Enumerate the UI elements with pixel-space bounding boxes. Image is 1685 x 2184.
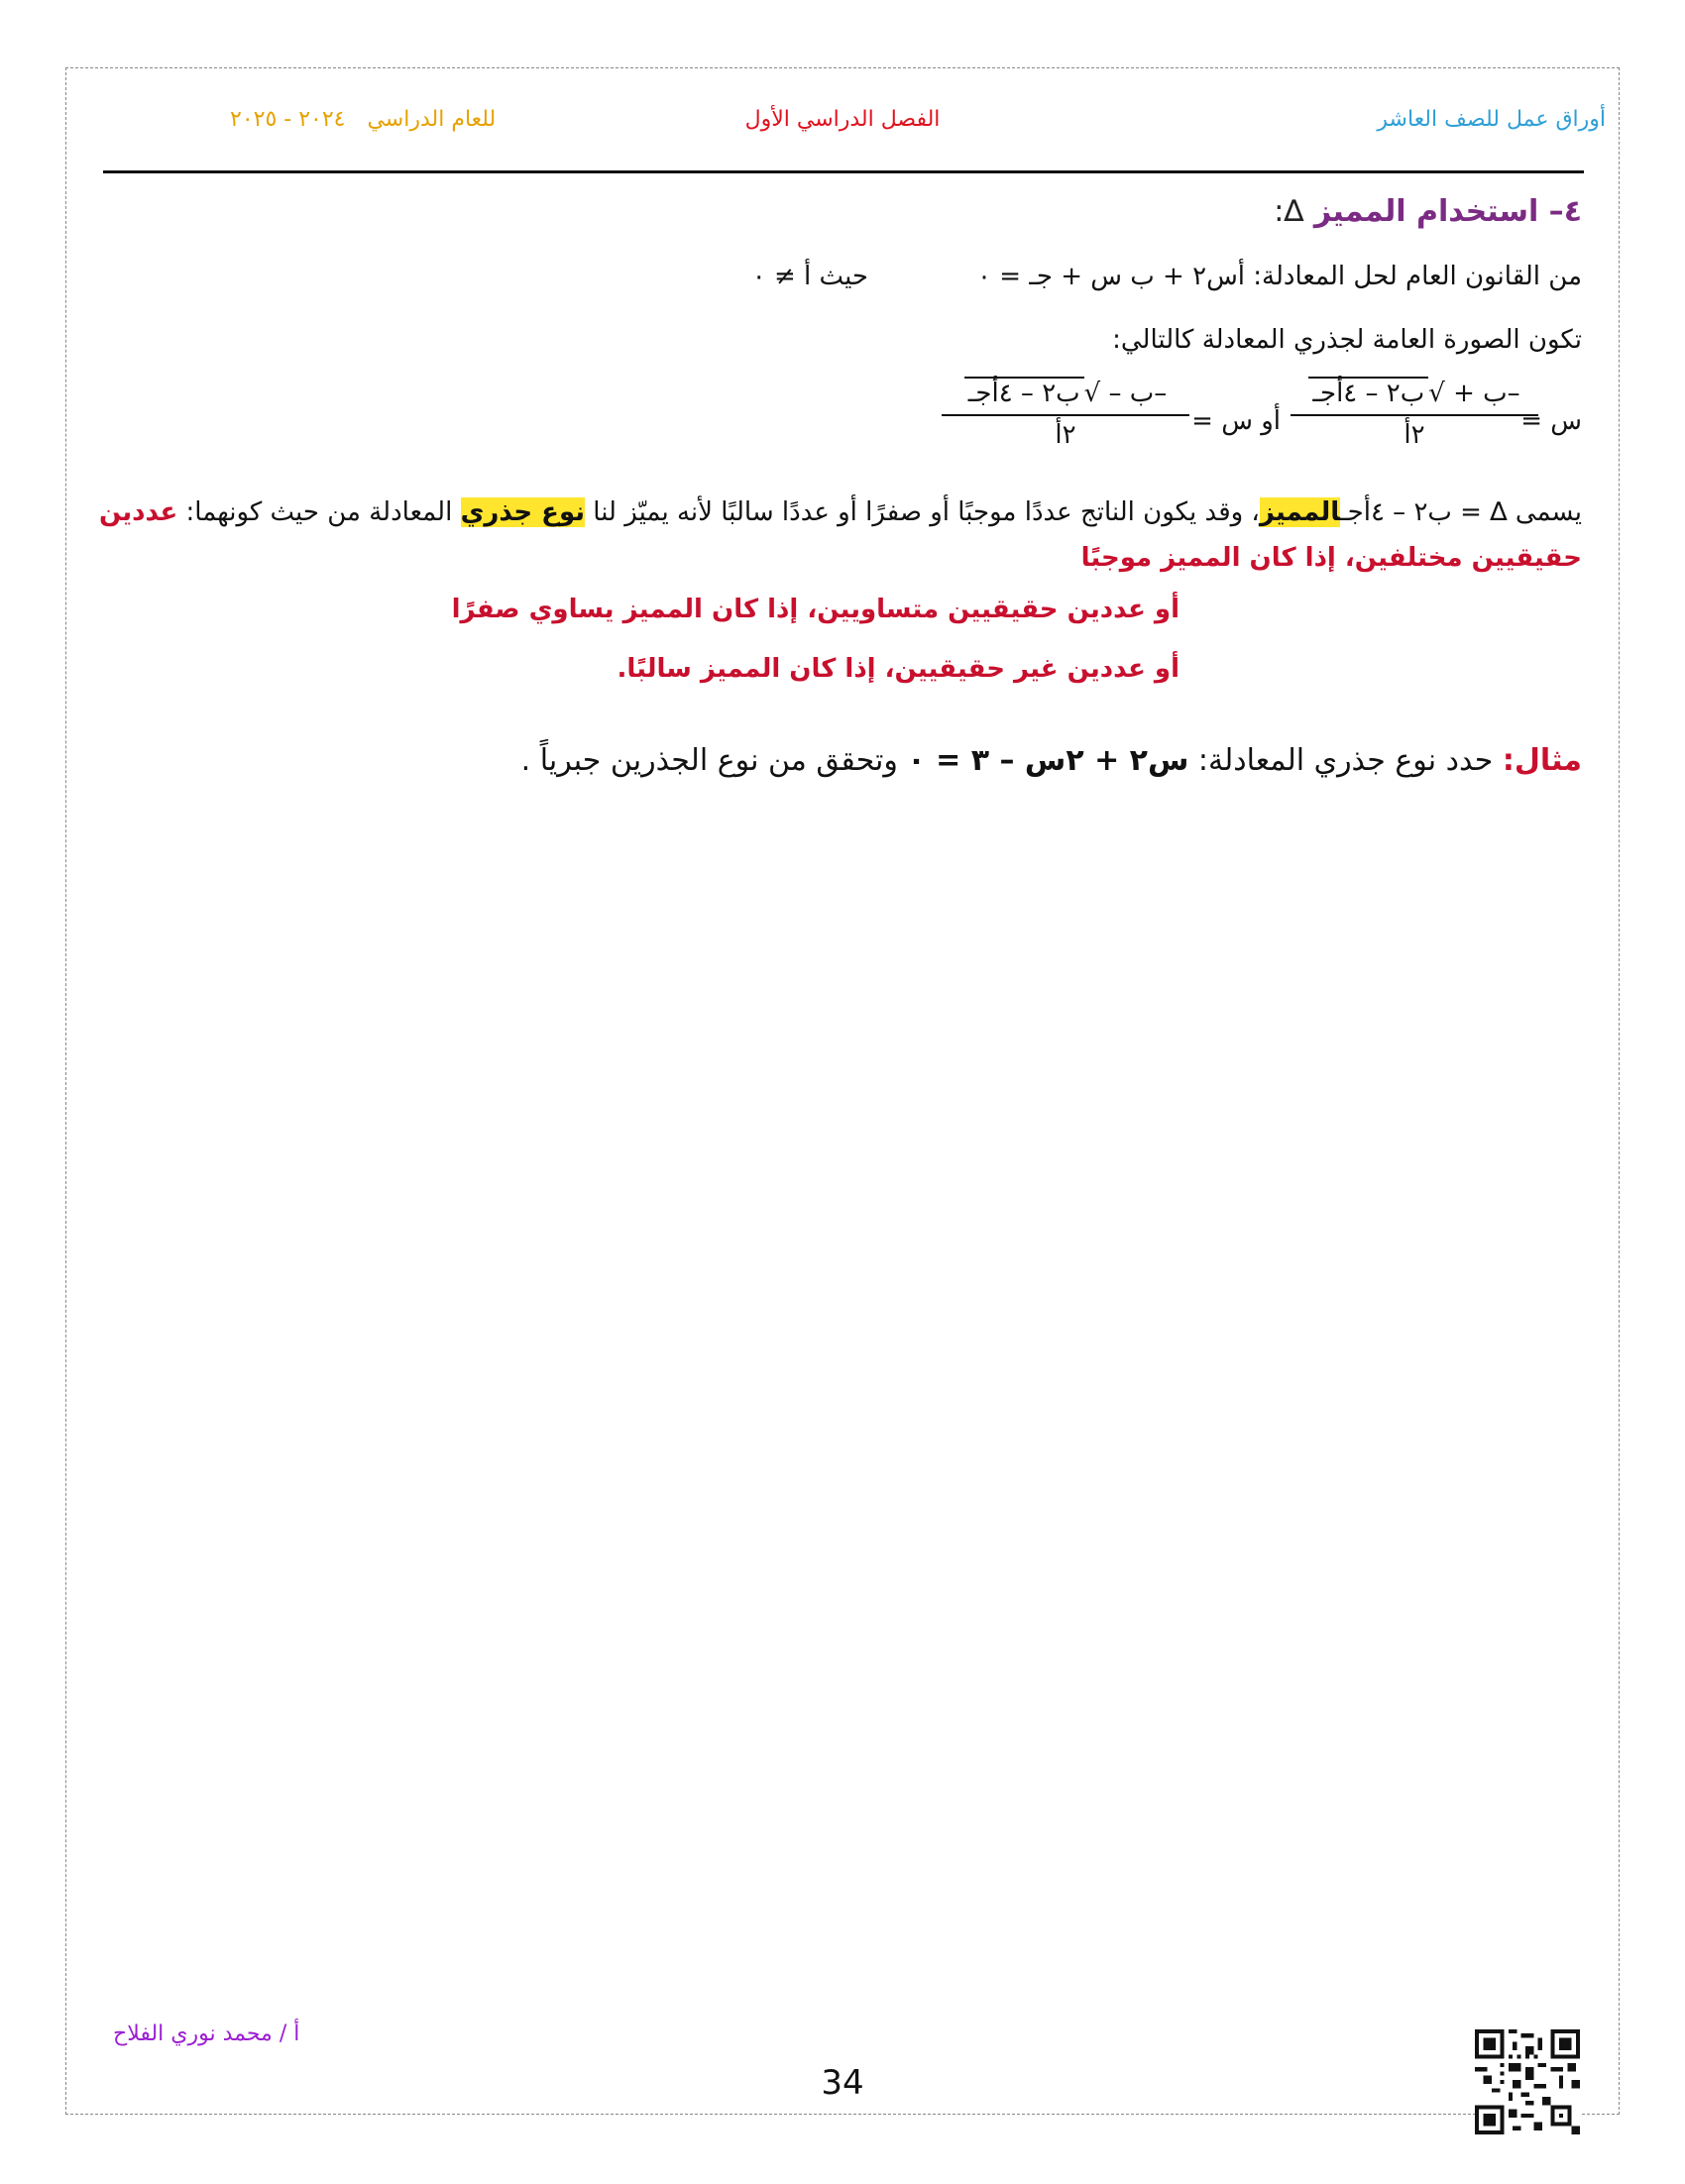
- highlight-discriminant: المميز: [1259, 497, 1341, 527]
- radical-sign: √: [1083, 379, 1101, 408]
- header-course-title: أوراق عمل للصف العاشر: [1377, 107, 1606, 132]
- example-label: مثال:: [1502, 743, 1582, 778]
- root1-radicand: ب٢ – ٤أجـ: [1308, 377, 1428, 408]
- header-academic-year: [230, 107, 496, 132]
- formula-or: أو س =: [1191, 406, 1281, 436]
- root2-radicand: ب٢ – ٤أجـ: [964, 377, 1084, 408]
- root2-prefix: –ب –: [1108, 379, 1168, 408]
- quadratic-formula: [829, 375, 1582, 474]
- discriminant-tail: المعادلة من حيث كونهما:: [185, 497, 453, 527]
- intro-text: من القانون العام لحل المعادلة: أس٢ + ب س + جـ = ٠: [977, 262, 1582, 291]
- case-positive: عددين حقيقيين مختلفين، إذا كان المميز موجبًا: [98, 497, 1582, 573]
- example-text-1: حدد نوع جذري المعادلة:: [1197, 743, 1494, 778]
- case-zero: أو عددين حقيقيين متساويين، إذا كان المميز يساوي صفرًا: [451, 595, 1180, 624]
- root1-numerator: [1291, 375, 1538, 416]
- general-form-line: تكون الصورة العامة لجذري المعادلة كالتالي:: [1112, 325, 1582, 355]
- intro-line: [752, 262, 1582, 291]
- qr-code-icon: [1475, 2029, 1580, 2134]
- root2-numerator: [942, 375, 1189, 416]
- author-name: أ / محمد نوري الفلاح: [113, 2021, 300, 2046]
- example-text-2: وتحقق من نوع الجذرين جبرياً .: [520, 743, 898, 778]
- highlight-root-type: نوع جذري: [460, 497, 586, 527]
- root1-prefix: –ب +: [1453, 379, 1520, 408]
- root2-denominator: ٢أ: [1055, 420, 1076, 450]
- radical-sign: √: [1428, 379, 1445, 408]
- example-equation: س٢ + ٢س – ٣ = ٠: [907, 743, 1189, 778]
- condition-text: حيث أ ≠ ٠: [751, 262, 868, 291]
- header-year-value: ٢٠٢٤ - ٢٠٢٥: [230, 107, 346, 132]
- discriminant-def: يسمى ∆ = ب٢ – ٤أجـ: [1340, 497, 1582, 527]
- header-year-label: للعام الدراسي: [367, 107, 497, 132]
- formula-lhs: س =: [1520, 406, 1582, 436]
- discriminant-desc: ، وقد يكون الناتج عددًا موجبًا أو صفرًا أو عددًا سالبًا لأنه يميّز لنا: [593, 497, 1260, 527]
- delta-symbol: ∆:: [1274, 194, 1304, 229]
- page-number: 34: [821, 2063, 864, 2103]
- root1-fraction: [1291, 375, 1538, 450]
- root1-denominator: ٢أ: [1404, 420, 1425, 450]
- discriminant-paragraph: [95, 490, 1582, 581]
- case-negative: أو عددين غير حقيقيين، إذا كان المميز سالبًا.: [617, 654, 1180, 684]
- header-semester: الفصل الدراسي الأول: [744, 107, 941, 132]
- section-title: [1274, 194, 1582, 229]
- header-divider: [103, 170, 1584, 173]
- root2-fraction: [942, 375, 1189, 450]
- example-line: [521, 743, 1582, 778]
- section-title-text: ٤– استخدام المميز: [1313, 194, 1582, 229]
